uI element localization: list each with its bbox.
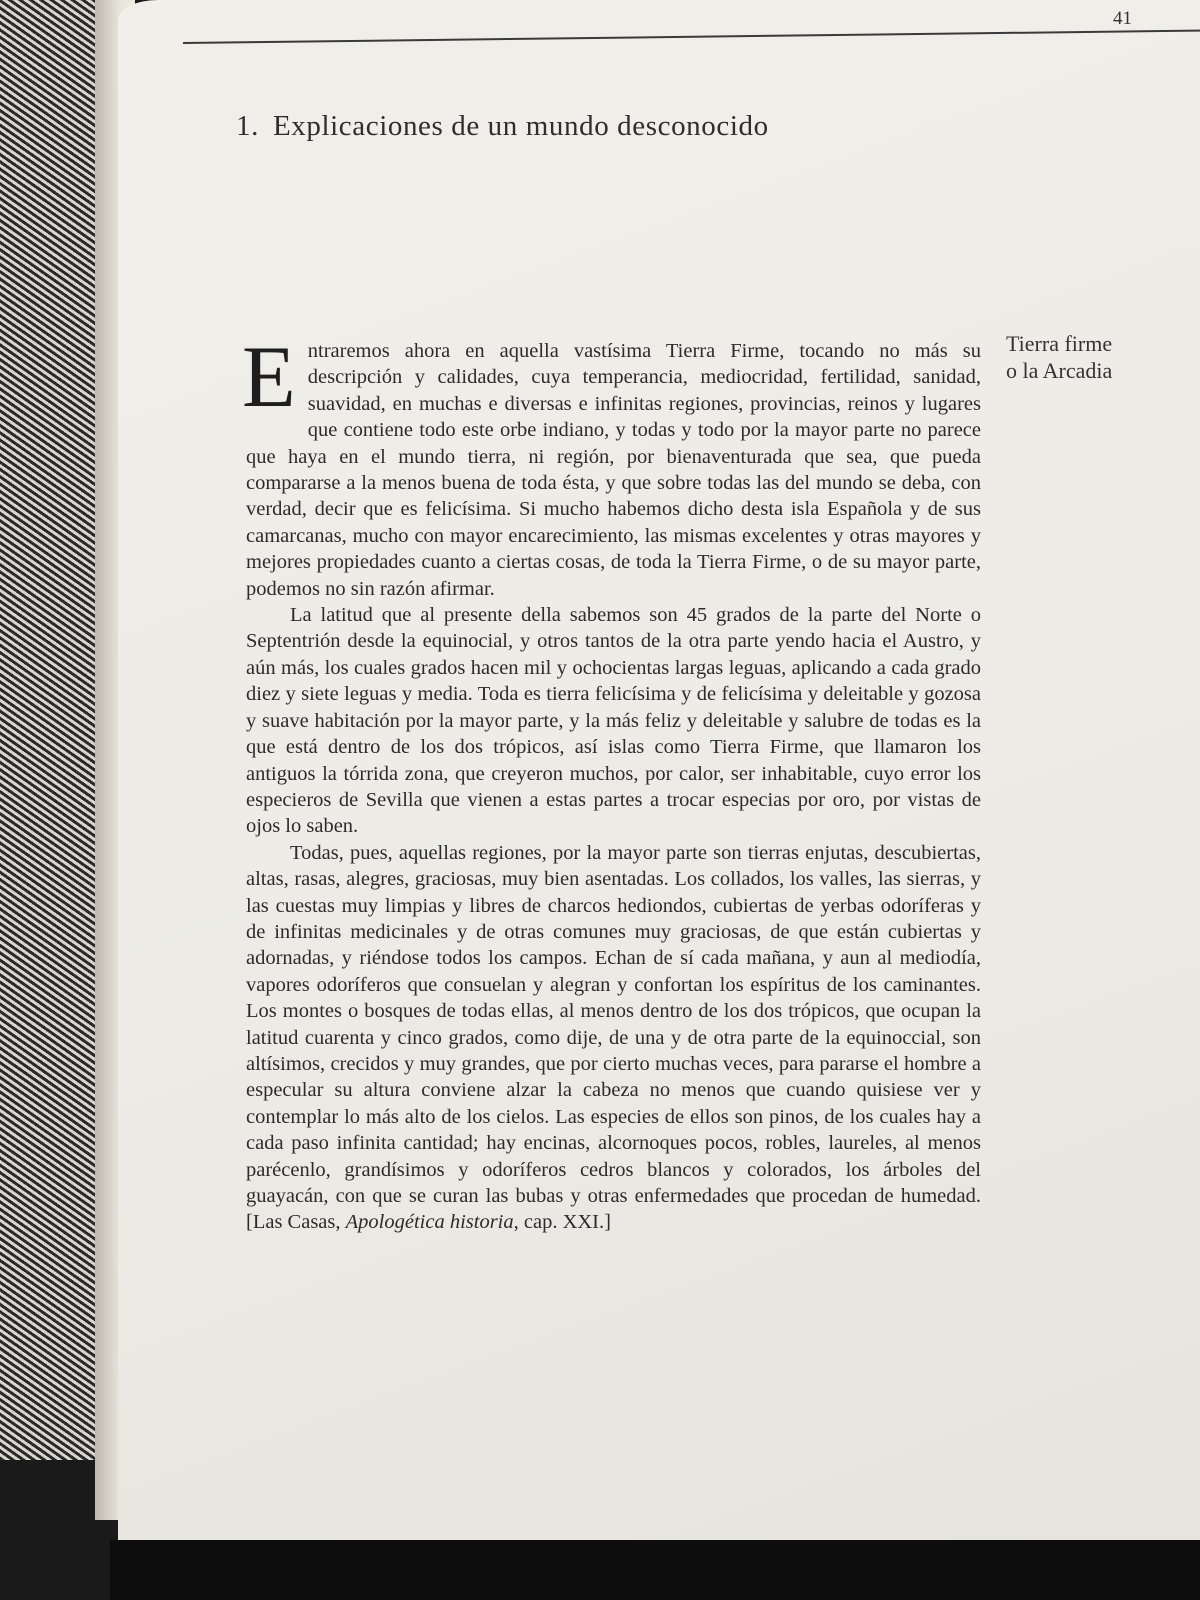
page-number: 41 [1113,8,1132,29]
citation-title: Apologética historia [345,1211,514,1234]
citation [246,1211,611,1233]
paragraph-text: Todas, pues, aquellas regiones, por la mayor parte son tierras enjutas, descubiertas, altas, rasas, alegres, graciosas, muy bien asentadas. Los collados, los valles, las sierras, y las cuestas muy limpias y libres de charcos hediondos, cubiertas de yerbas odoríferas y de infinitas medicinales y de otras comunes muy graciosas, de que están cubiertas y adornadas, y riéndose todos los campos. Echan de sí cada mañana, y aun al mediodía, vapores odoríferos que consuelan y alegran y confortan los espíritus de los caminantes. Los montes o bosques de todas ellas, al menos dentro de los dos trópicos, que ocupan la latitud cuarenta y cinco grados, como dije, de una y de otra parte de la equinoccial, son altísimos, crecidos y muy grandes, que por cierto muchas veces, para pararse el hombre a especular su altura conviene alzar la cabeza no menos que cuando quisiese ver y contemplar lo más alto de los cielos. Las especies de ellos son pinos, de los cuales hay a cada paso infinita cantidad; hay encinas, alcornoques pocos, robles, laureles, al menos parécenlo, grandísimos y odoríferos cedros blancos y colorados, los árboles del guayacán, con que se curan las bubas y otras enfermedades que procedan de humedad. [246,841,981,1207]
engraving-illustration [0,0,98,1460]
paragraph: La latitud que al presente della sabemos son 45 grados de la parte del Norte o Septentrión desde la equinocial, y otros tantos de la otra parte yendo hacia el Austro, y aún más, los cuales grados hacen mil y ochocientas largas leguas, aplicando a cada grado diez y siete leguas y media. Toda es tierra felicísima y de felicísima y deleitable y gozosa y suave habitación por la mayor parte, y la más feliz y deleitable y salubre de todas es la que está dentro de los dos trópicos, así islas como Tierra Firme, que llamaron los antiguos la tórrida zona, que creyeron muchos, por calor, ser inhabitable, cuyo error los especieros de Sevilla que vienen a estas partes a trocar especias por oro, por vistas de ojos lo saben. [246,604,981,838]
chapter-title-text: Explicaciones de un mundo desconocido [272,110,769,142]
paragraph [242,329,981,602]
margin-note [1006,330,1196,384]
citation-open: [Las Casas, [246,1211,346,1234]
background-shadow [110,1540,1200,1600]
book-page [118,0,1200,1545]
paragraph-text: ntraremos ahora en aquella vastísima Tierra Firme, tocando no más su descripción y calidades, cuya temperancia, mediocridad, fertilidad, sanidad, suavidad, en muchas e diversas e infinitas regiones, provincias, reinos y lugares que contiene todo este orbe indiano, y todas y todo por la mayor parte no parece que haya en el mundo tierra, ni región, por bienaventurada que sea, que pueda compararse a la menos buena de toda ésta, y que sobre todas las del mundo se deba, con verdad, decir que es felicísima. Si mucho habemos dicho desta isla Española y de sus camarcanas, mucho con mayor encarecimiento, las mismas excelentes y otras mayores y mejores propiedades cuanto a ciertas cosas, de toda la Tierra Firme, o de su mayor parte, podemos no sin razón afirmar. [246,340,981,600]
margin-note-line: Tierra firme [1006,331,1113,356]
body-text [242,329,981,1236]
paragraph [246,840,981,1236]
header-rule [183,29,1200,44]
drop-cap: E [242,329,296,426]
margin-note-line: o la Arcadia [1006,358,1113,383]
citation-close: , cap. XXI.] [513,1211,611,1234]
chapter-number: 1. [236,110,259,142]
chapter-title [236,110,769,143]
